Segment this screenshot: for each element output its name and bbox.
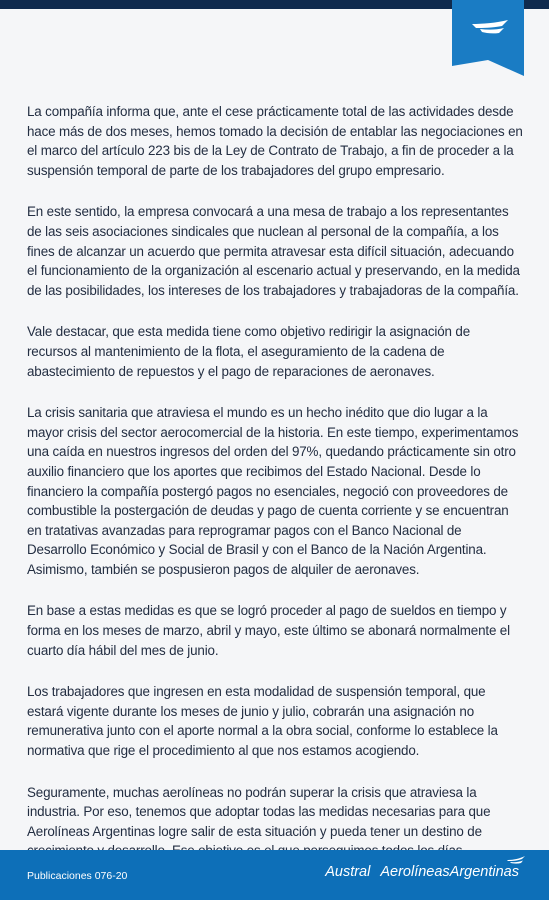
- aerolineas-logo-text: AerolíneasArgentinas: [380, 864, 519, 880]
- aerolineas-argentinas-logo: [380, 864, 519, 880]
- paragraph-5: En base a estas medidas es que se logró proceder al pago de sueldos en tiempo y forma en los meses de marzo, abril y mayo, este último se abonará normalmente el cuarto día hábil del mes de junio.: [27, 603, 510, 658]
- paragraph-2: En este sentido, la empresa convocará a una mesa de trabajo a los representantes de las seis asociaciones sindicales que nuclean al personal de la compañía, a los fines de alcanzar un acuerdo que permita atravesar esta difícil situación, adecuando el funcionamiento de la organización al escenario actual y preservando, en la medida de las posibilidades, los intereses de los trabajadores y trabajadoras de la compañía.: [27, 204, 520, 298]
- paragraph-4: La crisis sanitaria que atraviesa el mundo es un hecho inédito que dio lugar a la mayor crisis del sector aerocomercial de la historia. En este tiempo, experimentamos una caída en nuestros ingresos del orden del 97%, quedando prácticamente sin otro auxilio financiero que los aportes que recibimos del Estado Nacional. Desde lo financiero la compañía postergó pagos no esenciales, negoció con proveedores de combustible la postergación de deudas y pago de cuenta corriente y se encuentran en tratativas avanzadas para reprogramar pagos con el Banco Nacional de Desarrollo Económico y Social de Brasil y con el Banco de la Nación Argentina. Asimismo, también se pospusieron pagos de alquiler de aeronaves.: [27, 405, 519, 577]
- header-ribbon: [452, 0, 524, 76]
- airline-bird-logo-icon: [452, 0, 524, 76]
- press-release-body: [27, 102, 523, 883]
- paragraph-1: La compañía informa que, ante el cese prácticamente total de las actividades desde hace más de dos meses, hemos tomado la decisión de entablar las negociaciones en el marco del artículo 223 bis de la Ley de Contrato de Trabajo, a fin de proceder a la suspensión temporal de parte de los trabajadores del grupo empresario.: [27, 104, 523, 178]
- publication-code: Publicaciones 076-20: [27, 870, 128, 882]
- austral-logo: Austral: [325, 864, 371, 880]
- paragraph-6: Los trabajadores que ingresen en esta modalidad de suspensión temporal, que estará vigente durante los meses de junio y julio, cobrarán una asignación no remunerativa junto con el aporte normal a la obra social, conforme lo establece la normativa que rige el procedimiento al que nos estamos acogiendo.: [27, 684, 498, 759]
- paragraph-3: Vale destacar, que esta medida tiene como objetivo redirigir la asignación de recursos al mantenimiento de la flota, el aseguramiento de la cadena de abastecimiento de repuestos y el pago de reparaciones de aeronaves.: [27, 324, 471, 379]
- footer-bar: [0, 850, 549, 900]
- airline-bird-logo-icon: [507, 855, 525, 865]
- paragraph-7: Seguramente, muchas aerolíneas no podrán superar la crisis que atraviesa la industria. Por eso, tenemos que adoptar todas las medidas necesarias para que Aerolíneas Argentinas logre salir de esta situación y pueda tener un destino de: [27, 784, 491, 839]
- brand-logos: [325, 864, 519, 880]
